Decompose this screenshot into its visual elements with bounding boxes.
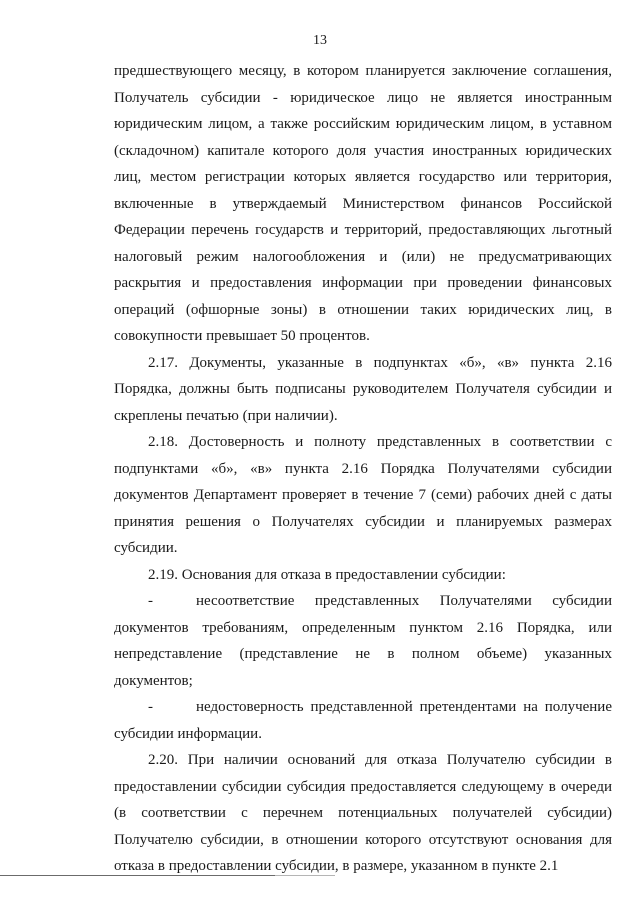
list-item <box>114 694 612 747</box>
footer-divider-faint <box>275 875 335 876</box>
paragraph-2-18: 2.18. Достоверность и полноту представленных в соответствии с подпунктами «б», «в» пункта 2.16 Порядка Получателями субсидии документов Департамент проверяет в течение 7 (семи) рабочих дней с даты принятия решения о Получателях субсидии и планируемых размерах субсидии. <box>114 434 612 556</box>
page-number: 13 <box>313 33 327 48</box>
list-item-text: недостоверность представленной претендентами на получение субсидии информации. <box>114 699 612 742</box>
bullet-dash: - <box>148 699 153 715</box>
bullet-dash: - <box>148 593 153 609</box>
paragraph-2-19: 2.19. Основания для отказа в предоставлении субсидии: <box>148 566 506 583</box>
list-item <box>114 588 612 694</box>
paragraph-continued: предшествующего месяцу, в котором планируется заключение соглашения, Получатель субсидии - юридическое лицо не является иностранным юридическим лицом, а также российским юридическим лицом, в уставном (складочном) капитале которого доля участия иностранных юридических лиц, местом регистрации которых является государство или территория, включенные в утверждаемый Министерством финансов Российской Федерации перечень государств и территорий, предоставляющих льготный налоговый режим налогообложения и (или) не предусматривающих раскрытия и предоставления информации при проведении финансовых операций (офшорные зоны) в отношении таких юридических лиц, в совокупности превышает 50 процентов. <box>114 63 612 344</box>
paragraph-2-20: 2.20. При наличии оснований для отказа Получателю субсидии в предоставлении субсидии субсидия предоставляется следующему в очереди (в соответствии с перечнем потенциальных получателей субсидии) Получателю субсидии, в отношении которого отсутствуют основания для отказа в предоставлении субсидии, в размере, указанном в пункте 2.1 <box>114 752 612 874</box>
paragraph-2-17: 2.17. Документы, указанные в подпунктах «б», «в» пункта 2.16 Порядка, должны быть подписаны руководителем Получателя субсидии и скреплены печатью (при наличии). <box>114 354 612 424</box>
document-body <box>114 58 612 880</box>
footer-divider <box>0 875 275 876</box>
list-item-text: несоответствие представленных Получателями субсидии документов требованиям, определенным пунктом 2.16 Порядка, или непредставление (представление не в полном объеме) указанных документов; <box>114 593 612 689</box>
